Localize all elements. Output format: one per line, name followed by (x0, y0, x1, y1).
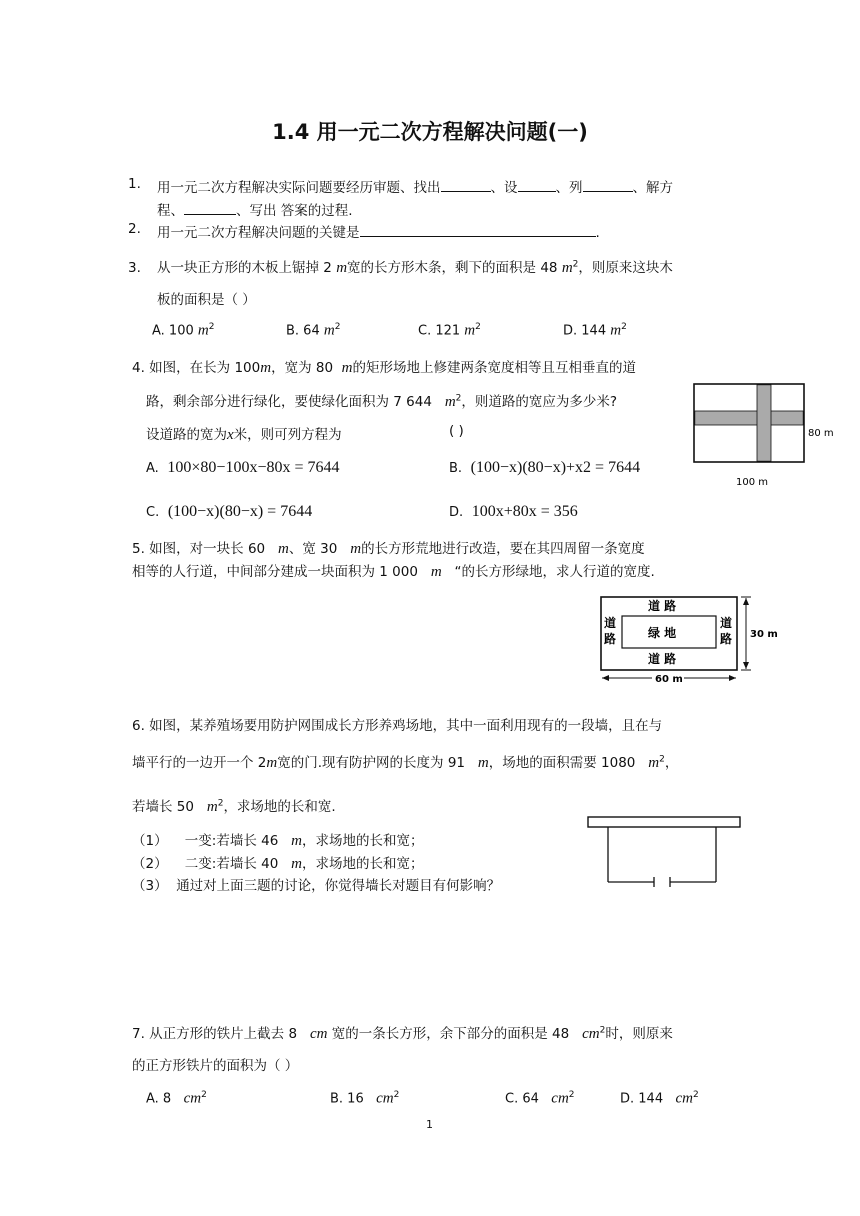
q3-option-d[interactable]: D. 144 $m^2$ (563, 322, 627, 339)
q7-line2: 的正方形铁片的面积为（ ） (132, 1058, 299, 1074)
q6-text-2: 墙平行的一边开一个 2 (132, 755, 267, 771)
q3-option-a[interactable]: A. 100 $m^2$ (152, 322, 215, 339)
q3-line1: 3. 从一块正方形的木板上锯掉 2 m宽的长方形木条，剩下的面积是 48 $m^2$，则原来这块木 (128, 259, 673, 276)
q5-line1 (132, 537, 645, 558)
q7-text-1b: 宽的一条长方形，余下部分的面积是 48 (331, 1026, 570, 1042)
q3-option-b[interactable]: B. 64 $m^2$ (286, 322, 341, 339)
q5-fig-width: 60 m (655, 674, 683, 685)
page-title: 1.4 用一元二次方程解决问题(一) (272, 120, 588, 144)
q5-unit-2: m (350, 541, 362, 557)
q1-text-b: 、设 (490, 180, 518, 196)
q2-number: 2. (128, 221, 141, 237)
q7-text-1c: 时，则原来 (605, 1026, 673, 1042)
q3-line2: 板的面积是（ ） (157, 292, 256, 308)
q5-fig-bottom: 道 路 (648, 652, 677, 666)
q6-text-2d: ， (664, 755, 679, 771)
q3-unit: m (336, 260, 348, 276)
q4-paren: ( ) (449, 423, 464, 439)
q6-text-3: 若墙长 50 (132, 799, 194, 815)
q4-option-a-eq: 100×80−100x−80x = 7644 (167, 459, 340, 476)
q4-fig-bottom-label: 100 m (736, 477, 769, 488)
q4-line1 (132, 356, 636, 377)
q7-option-c[interactable]: C. 64 $cm^2$ (505, 1090, 575, 1107)
q6-sub2-text-b: ，求场地的长和宽； (302, 856, 424, 872)
q5-unit-3: m (430, 564, 442, 580)
q3-text-a: 从一块正方形的木板上锯掉 2 (157, 260, 332, 276)
q6-wall-figure (584, 814, 746, 890)
q4-line2 (146, 390, 617, 411)
q7-unit-1: cm (309, 1026, 328, 1042)
q4-var-x: x (227, 427, 234, 443)
q4-unit-2: m (341, 360, 353, 376)
q4-option-b-eq: (100−x)(80−x)+x2 = 7644 (470, 459, 641, 476)
q7-unit-2: cm (582, 1026, 600, 1042)
q6-sub2-unit: m (291, 856, 303, 872)
q7-line1 (132, 1022, 673, 1043)
q7-option-b[interactable]: B. 16 $cm^2$ (330, 1090, 400, 1107)
q6-unit-1: m (266, 755, 278, 771)
q4-text-3b: 米，则可列方程为 (233, 427, 342, 443)
q4-option-d-eq: 100x+80x = 356 (471, 503, 578, 520)
q5-text-1b: 、宽 30 (288, 541, 338, 557)
q2-text: 用一元二次方程解决问题的关键是 (157, 225, 360, 241)
q1-blank-1[interactable] (441, 179, 491, 192)
q3-unit2: m (561, 260, 573, 276)
q5-fig-left-2: 路 (604, 632, 617, 646)
page-number: 1 (426, 1118, 433, 1131)
q2-end: . (595, 225, 600, 241)
q4-text-1c: 的矩形场地上修建两条宽度相等且互相垂直的道 (352, 360, 636, 376)
q2-line (157, 221, 600, 241)
q6-text-2b: 宽的门.现有防护网的长度为 91 (277, 755, 465, 771)
q5-text-2b: “的长方形绿地，求人行道的宽度. (454, 564, 655, 580)
q6-sub1-text-b: ，求场地的长和宽； (302, 833, 424, 849)
q3-text-c: ，则原来这块木 (578, 260, 673, 276)
q6-line3 (132, 795, 336, 816)
q6-unit-4: m (206, 799, 218, 815)
q5-field-figure (598, 594, 778, 686)
q1-text-d: 、解方 (632, 180, 673, 196)
q5-fig-center: 绿 地 (648, 626, 677, 640)
q6-sub1-text: 一变:若墙长 46 (184, 833, 279, 849)
q6-text-3b: ，求场地的长和宽. (223, 799, 336, 815)
q4-unit-3: m (444, 394, 456, 410)
q1-line1 (157, 176, 673, 196)
q4-option-c-eq: (100−x)(80−x) = 7644 (167, 503, 313, 520)
q5-fig-top: 道 路 (648, 599, 677, 613)
q7-option-d[interactable]: D. 144 $cm^2$ (620, 1090, 699, 1107)
q4-text-2: 路，剩余部分进行绿化，要使绿化面积为 7 644 (146, 394, 432, 410)
q4-option-c[interactable]: C. (100−x)(80−x) = 7644 (146, 503, 313, 520)
q6-sub-2: （2） 二变:若墙长 40 m，求场地的长和宽； (132, 856, 424, 872)
q6-sub3-text: 通过对上面三题的讨论，你觉得墙长对题目有何影响？ (176, 878, 501, 894)
q4-sup: 2 (455, 393, 462, 404)
q1-blank-4[interactable] (184, 202, 236, 215)
q7-option-a[interactable]: A. 8 $cm^2$ (146, 1090, 207, 1107)
q6-sub1-unit: m (291, 833, 303, 849)
q4-option-d[interactable]: D. 100x+80x = 356 (449, 503, 578, 520)
q4-text-2b: ，则道路的宽应为多少米? (461, 394, 618, 410)
q4-road-figure (690, 378, 850, 490)
q6-text-2c: ，场地的面积需要 1080 (488, 755, 636, 771)
q4-option-a[interactable]: A. 100×80−100x−80x = 7644 (146, 459, 340, 476)
q1-text-c: 、列 (555, 180, 583, 196)
q4-text-1: 4. 如图，在长为 100 (132, 360, 261, 376)
q3-option-c[interactable]: C. 121 $m^2$ (418, 322, 481, 339)
q6-line1: 6. 如图，某养殖场要用防护网围成长方形养鸡场地，其中一面利用现有的一段墙，且在与 (132, 718, 663, 734)
q6-unit-2: m (477, 755, 489, 771)
q1-text-a: 用一元二次方程解决实际问题要经历审题、找出 (157, 180, 441, 196)
q6-line2 (132, 751, 678, 772)
q5-fig-left-1: 道 (604, 616, 617, 630)
q1-line2 (157, 199, 353, 219)
q6-sub-3: （3） 通过对上面三题的讨论，你觉得墙长对题目有何影响？ (132, 878, 501, 894)
q6-sup2: 2 (217, 798, 224, 809)
q5-line2 (132, 560, 655, 581)
q4-text-1b: ，宽为 80 (271, 360, 334, 376)
q7-text-1: 7. 从正方形的铁片上截去 8 (132, 1026, 298, 1042)
q4-line3 (146, 423, 342, 444)
q5-unit-1: m (278, 541, 289, 557)
q5-fig-right-1: 道 (720, 616, 733, 630)
q3-text-b: 宽的长方形木条，剩下的面积是 48 (347, 260, 558, 276)
q4-option-b[interactable]: B. (100−x)(80−x)+x2 = 7644 (449, 459, 641, 476)
q5-text-1: 5. 如图，对一块长 60 (132, 541, 266, 557)
q6-sup: 2 (659, 754, 665, 765)
q1-text-f: 、写出 答案的过程. (236, 203, 353, 219)
q5-fig-right-2: 路 (720, 632, 733, 646)
q7-sup: 2 (599, 1025, 606, 1036)
q4-fig-right-label: 80 m (808, 428, 834, 439)
q5-fig-height: 30 m (750, 629, 778, 640)
q6-sub2-text: 二变:若墙长 40 (184, 856, 279, 872)
q1-number: 1. (128, 176, 141, 192)
q4-unit-1: m (260, 360, 272, 376)
q5-text-2: 相等的人行道，中间部分建成一块面积为 1 000 (132, 564, 418, 580)
q4-text-3: 设道路的宽为 (146, 427, 227, 443)
q1-text-e: 程、 (157, 203, 184, 219)
q1-blank-2[interactable] (518, 179, 556, 192)
q2-blank[interactable] (360, 224, 596, 237)
q3-sup: 2 (572, 259, 579, 270)
q1-blank-3[interactable] (583, 179, 633, 192)
q6-unit-3: m (648, 755, 660, 771)
q6-sub-1: （1） 一变:若墙长 46 m，求场地的长和宽； (132, 833, 424, 849)
q5-text-1c: 的长方形荒地进行改造，要在其四周留一条宽度 (361, 541, 645, 557)
